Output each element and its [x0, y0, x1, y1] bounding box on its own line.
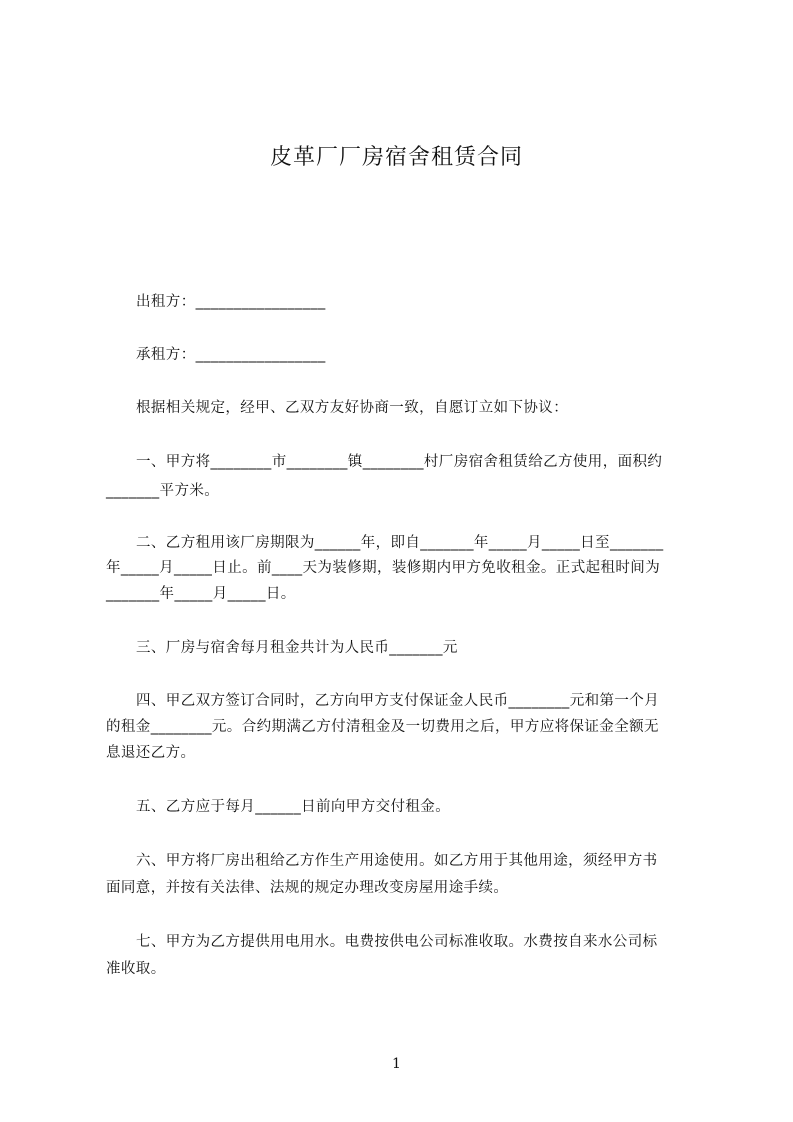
clause-2-line-3: _______年_____月_____日。 — [106, 586, 296, 602]
lessee-line: 承租方：_________________ — [136, 347, 326, 363]
clause-7-line-1: 七、甲方为乙方提供用电用水。电费按供电公司标准收取。水费按自来水公司标 — [136, 934, 658, 950]
clause-2-line-2: 年_____月_____日止。前____天为装修期，装修期内甲方免收租金。正式起租时间为 — [106, 560, 661, 576]
clause-6-line-1: 六、甲方将厂房出租给乙方作生产用途使用。如乙方用于其他用途，须经甲方书 — [136, 853, 658, 869]
clause-7-line-2: 准收取。 — [106, 961, 166, 977]
clause-4-line-1: 四、甲乙双方签订合同时，乙方向甲方支付保证金人民币________元和第一个月 — [136, 693, 660, 709]
clause-6-line-2: 面同意，并按有关法律、法规的规定办理改变房屋用途手续。 — [106, 880, 509, 896]
clause-4-line-3: 息退还乙方。 — [106, 745, 196, 761]
document-title: 皮革厂厂房宿舍租赁合同 — [269, 145, 523, 170]
clause-2-line-1: 二、乙方租用该厂房期限为______年，即自_______年_____月_____日至_______ — [136, 535, 664, 551]
page-number: 1 — [392, 1056, 401, 1072]
preamble-text: 根据相关规定，经甲、乙双方友好协商一致，自愿订立如下协议： — [136, 400, 569, 416]
clause-3-line-1: 三、厂房与宿舍每月租金共计为人民币_______元 — [136, 640, 458, 656]
clause-4-line-2: 的租金________元。合约期满乙方付清租金及一切费用之后，甲方应将保证金全额无 — [106, 719, 659, 735]
clause-5-line-1: 五、乙方应于每月______日前向甲方交付租金。 — [136, 799, 451, 815]
clause-1-line-1: 一、甲方将________市________镇________村厂房宿舍租赁给乙方使用，面积约 — [136, 454, 663, 470]
lessor-line: 出租方：_________________ — [136, 294, 326, 310]
clause-1-line-2: _______平方米。 — [106, 483, 220, 499]
